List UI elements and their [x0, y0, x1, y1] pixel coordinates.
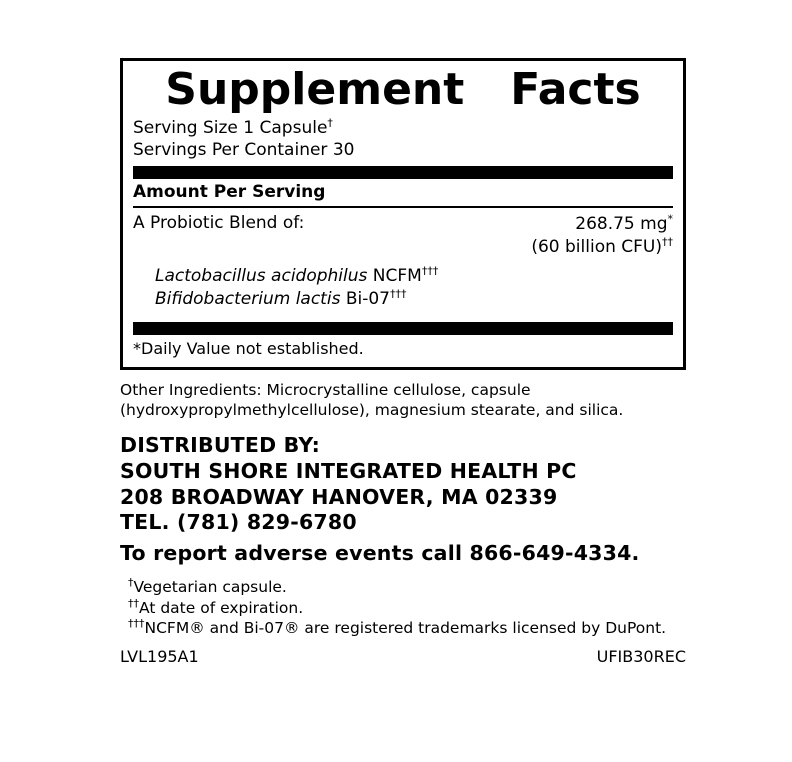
blend-amount-value: 268.75 mg: [575, 214, 668, 235]
strain-dagger: †††: [390, 287, 407, 301]
strain-scientific-name: Lactobacillus acidophilus: [155, 266, 368, 287]
blend-amount-mg: [531, 213, 673, 236]
strain-code: NCFM: [367, 266, 422, 287]
distributor-address: 208 BROADWAY HANOVER, MA 02339: [120, 484, 558, 509]
serving-size-dagger: †: [327, 116, 333, 130]
footnote-text: At date of expiration.: [139, 598, 304, 617]
lot-code-left: LVL195A1: [120, 646, 199, 666]
footnote-item: [128, 598, 686, 619]
adverse-events-line: To report adverse events call 866-649-4334.: [120, 540, 640, 565]
strain-code: Bi-07: [340, 289, 390, 310]
divider-thick-top: [133, 166, 673, 179]
product-code-right: UFIB30REC: [596, 646, 686, 666]
amount-per-serving-header: Amount Per Serving: [133, 182, 326, 203]
blend-cfu-value: (60 billion CFU): [531, 237, 662, 258]
supplement-facts-panel: [120, 58, 686, 370]
supplement-label: [120, 58, 686, 666]
distributor-phone: TEL. (781) 829-6780: [120, 510, 357, 535]
strain-scientific-name: Bifidobacterium lactis: [155, 289, 341, 310]
list-item: [155, 288, 673, 311]
servings-per-container-line: Servings Per Container 30: [133, 140, 355, 161]
distributor-company: SOUTH SHORE INTEGRATED HEALTH PC: [120, 459, 577, 484]
list-item: [155, 265, 673, 288]
probiotic-blend-amounts: [531, 213, 673, 259]
footnote-mark: †††: [128, 616, 145, 630]
footnote-item: [128, 577, 686, 598]
distributor-block: [120, 433, 686, 536]
strain-dagger: †††: [421, 264, 439, 278]
serving-size-text: Serving Size 1 Capsule: [133, 118, 328, 139]
distributor-heading: DISTRIBUTED BY:: [120, 433, 320, 458]
blend-amount-asterisk: *: [667, 212, 673, 226]
divider-thick-bottom: [133, 322, 673, 335]
serving-size-line: [133, 117, 673, 139]
footnote-text: NCFM® and Bi-07® are registered trademarks licensed by DuPont.: [144, 619, 667, 638]
footnote-text: Vegetarian capsule.: [133, 577, 287, 596]
probiotic-blend-label: A Probiotic Blend of:: [133, 213, 305, 234]
supplement-facts-title: Supplement Facts: [165, 64, 641, 115]
blend-cfu-dagger: ††: [662, 235, 673, 249]
footnote-mark: †: [128, 575, 134, 589]
strain-list: [133, 259, 673, 317]
daily-value-note: *Daily Value not established.: [133, 339, 364, 359]
probiotic-blend-row: [133, 208, 673, 259]
footnote-item: [128, 618, 686, 639]
blend-amount-cfu: [531, 236, 673, 259]
footnotes: [120, 577, 686, 639]
other-ingredients: Other Ingredients: Microcrystalline cellulose, capsule (hydroxypropylmethylcellulose), magnesium stearate, and silica.: [120, 381, 624, 420]
code-row: [120, 647, 686, 666]
footnote-mark: ††: [128, 596, 139, 610]
